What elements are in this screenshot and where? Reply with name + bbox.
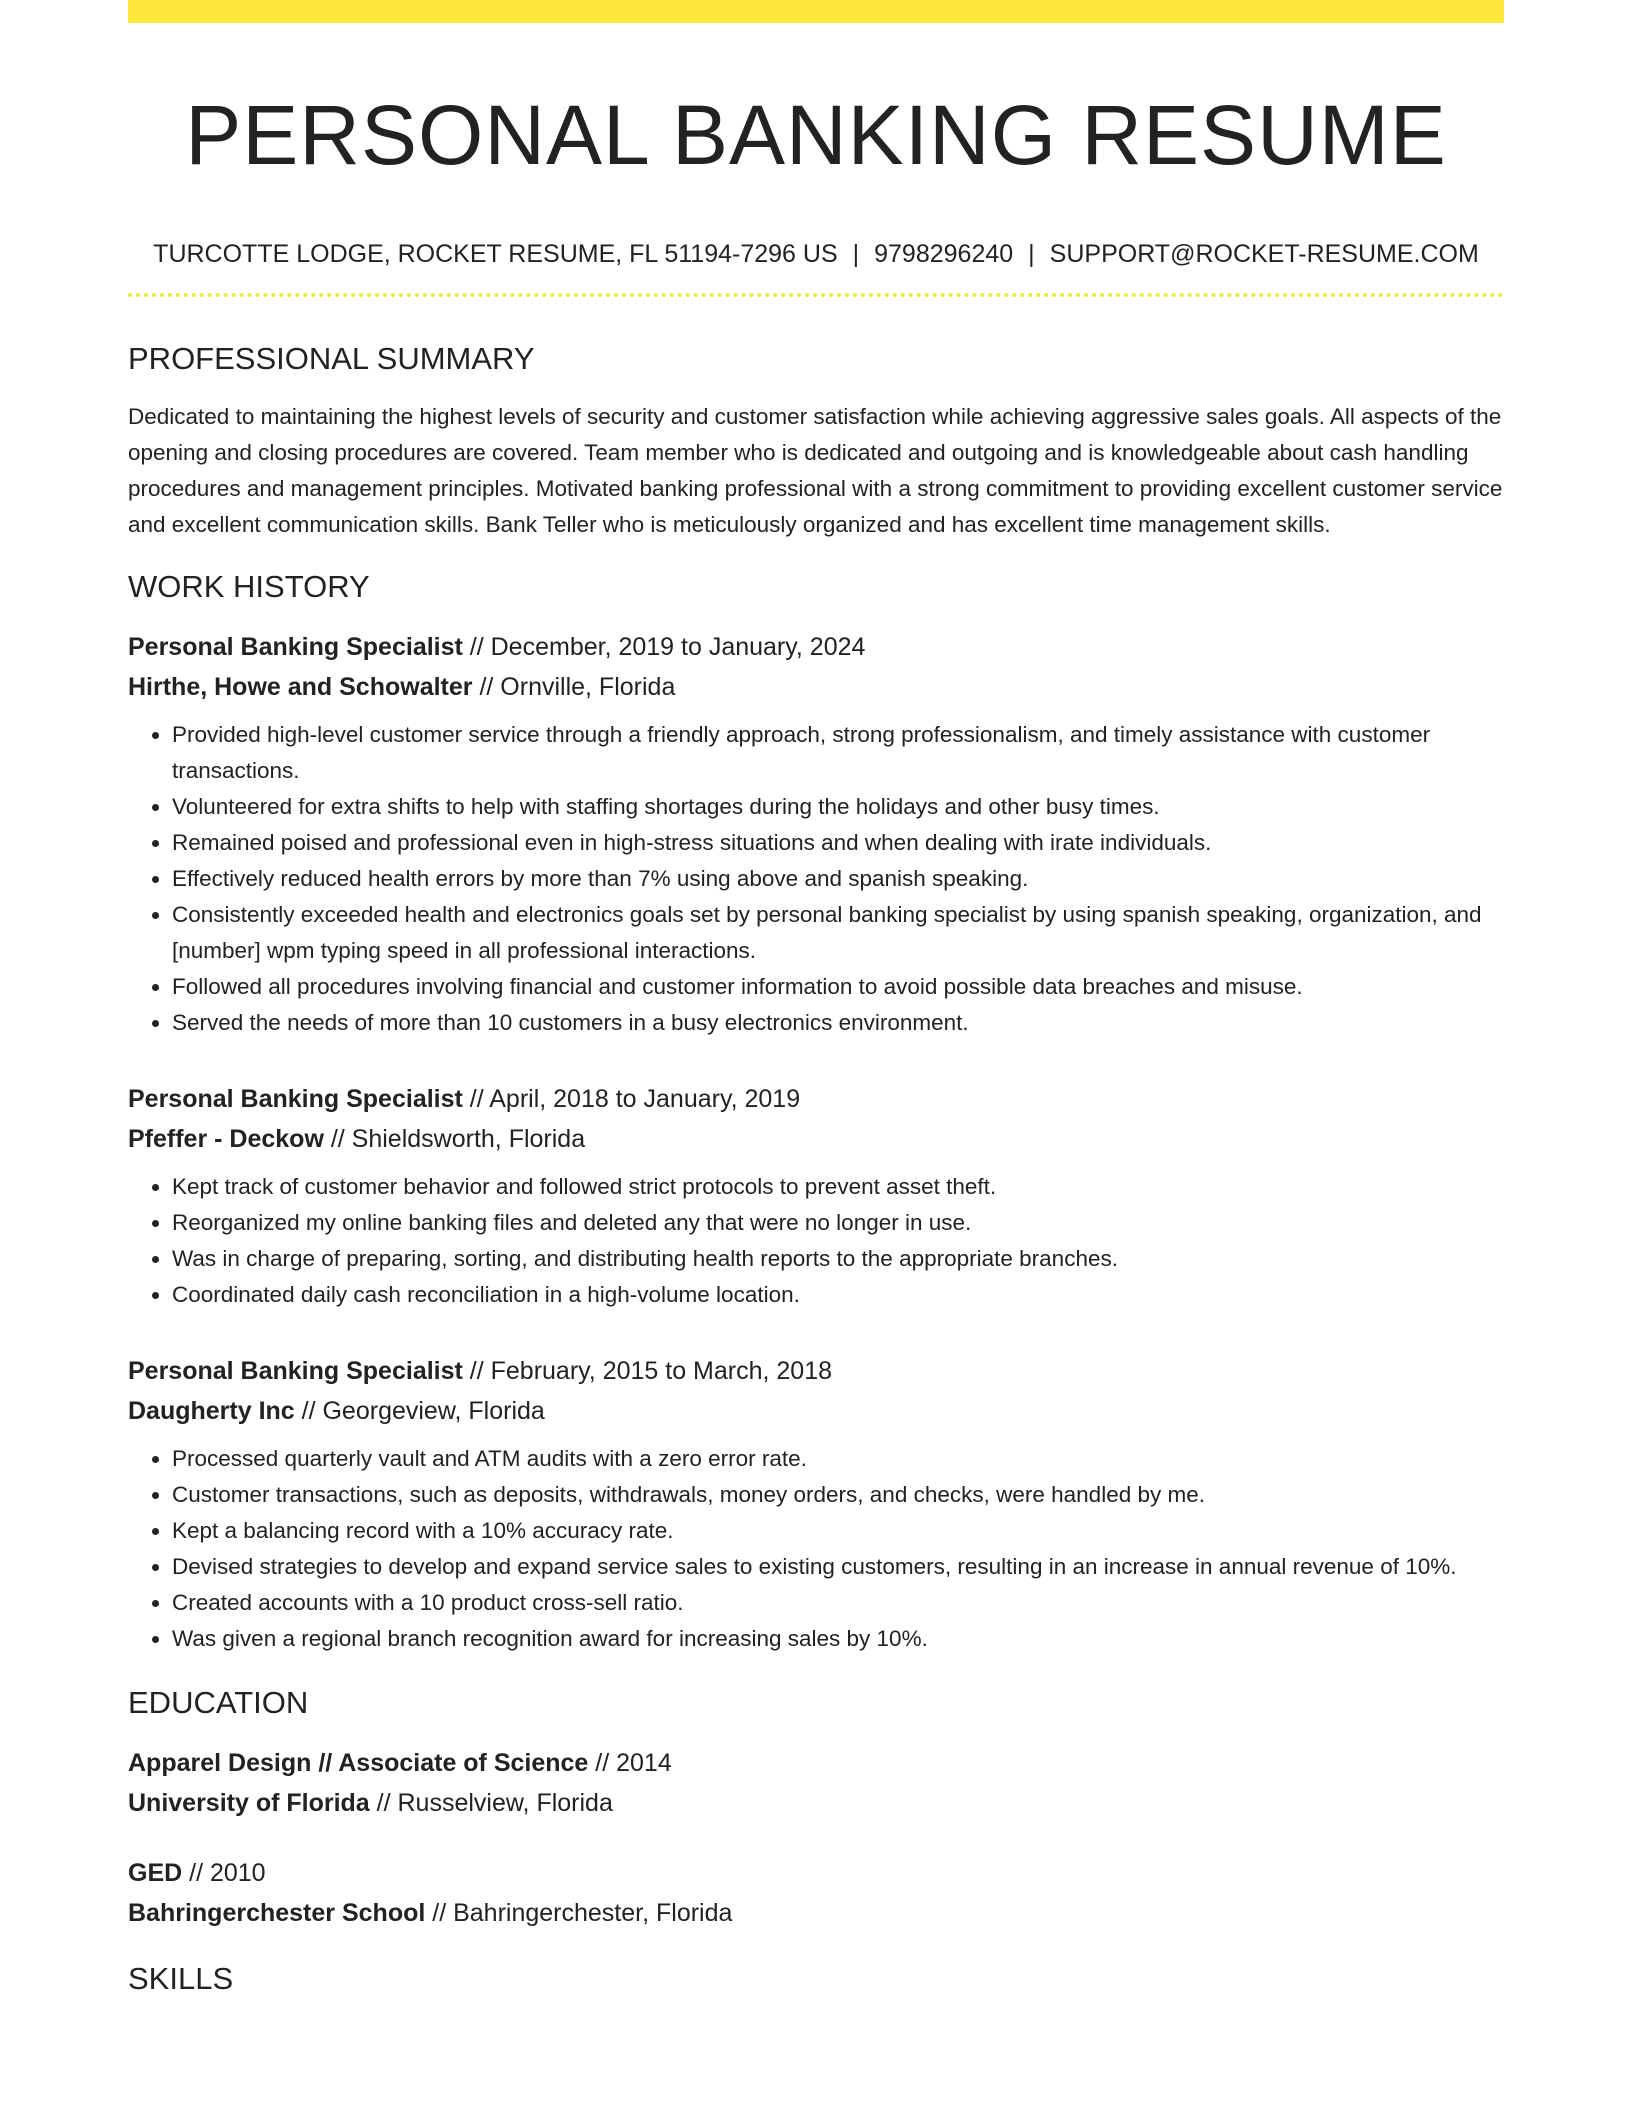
job-dates: // April, 2018 to January, 2019 <box>462 1085 801 1113</box>
job-title-line <box>128 1351 1504 1391</box>
header-divider <box>128 293 1504 297</box>
job-dates: // December, 2019 to January, 2024 <box>462 633 866 661</box>
education-entry <box>128 1743 1504 1823</box>
summary-heading: PROFESSIONAL SUMMARY <box>128 341 535 376</box>
job-bullet: • Created accounts with a 10 product cross-sell ratio. <box>172 1585 1504 1621</box>
job-role: Personal Banking Specialist <box>128 633 463 661</box>
job-entry <box>128 627 1504 1041</box>
job-location: // Ornville, Florida <box>472 673 676 701</box>
job-bullet: • Reorganized my online banking files and deleted any that were no longer in use. <box>172 1205 1504 1241</box>
job-bullet: • Followed all procedures involving financial and customer information to avoid possible data breaches and misuse. <box>172 969 1504 1005</box>
skills-heading: SKILLS <box>128 1961 234 1996</box>
job-bullets <box>128 1169 1504 1313</box>
job-bullet: • Coordinated daily cash reconciliation in a high-volume location. <box>172 1277 1504 1313</box>
education-school-line <box>128 1783 1504 1823</box>
contact-separator: | <box>1028 240 1035 268</box>
education-degree-line <box>128 1853 1504 1893</box>
education-location: // Bahringerchester, Florida <box>425 1899 733 1927</box>
job-bullet: • Remained poised and professional even in high-stress situations and when dealing with irate individuals. <box>172 825 1504 861</box>
education-heading: EDUCATION <box>128 1685 309 1720</box>
job-bullet: • Processed quarterly vault and ATM audits with a zero error rate. <box>172 1441 1504 1477</box>
contact-email: SUPPORT@ROCKET-RESUME.COM <box>1049 240 1479 268</box>
education-year: // 2010 <box>182 1859 266 1887</box>
education-school-line <box>128 1893 1504 1933</box>
work-history-heading: WORK HISTORY <box>128 569 370 604</box>
job-company-line <box>128 667 1504 707</box>
job-bullet: • Customer transactions, such as deposits, withdrawals, money orders, and checks, were handled by me. <box>172 1477 1504 1513</box>
job-role: Personal Banking Specialist <box>128 1357 463 1385</box>
job-bullet: • Provided high-level customer service through a friendly approach, strong professionalism, and timely assistance with customer transactions. <box>172 717 1504 789</box>
job-company: Daugherty Inc <box>128 1397 295 1425</box>
job-bullet: • Volunteered for extra shifts to help with staffing shortages during the holidays and other busy times. <box>172 789 1504 825</box>
job-dates: // February, 2015 to March, 2018 <box>462 1357 833 1385</box>
job-title-line <box>128 1079 1504 1119</box>
education-year: // 2014 <box>588 1749 672 1777</box>
job-company-line <box>128 1119 1504 1159</box>
job-bullet: • Served the needs of more than 10 customers in a busy electronics environment. <box>172 1005 1504 1041</box>
job-location: // Shieldsworth, Florida <box>323 1125 586 1153</box>
summary-text: Dedicated to maintaining the highest levels of security and customer satisfaction while achieving aggressive sales goals. All aspects of the opening and closing procedures are covered. Team member who is dedicated and outgoing and is knowledgeable about cash handling procedures and management principles. Motivated banking professional with a strong commitment to providing excellent customer service and excellent communication skills. Bank Teller who is meticulously organized and has excellent time management skills. <box>128 404 1503 537</box>
job-company: Hirthe, Howe and Schowalter <box>128 673 473 701</box>
education-degree-line <box>128 1743 1504 1783</box>
job-bullet: • Was given a regional branch recognition award for increasing sales by 10%. <box>172 1621 1504 1657</box>
resume-title: PERSONAL BANKING RESUME <box>185 88 1447 182</box>
job-company: Pfeffer - Deckow <box>128 1125 324 1153</box>
job-bullet: • Kept track of customer behavior and followed strict protocols to prevent asset theft. <box>172 1169 1504 1205</box>
job-bullet: • Kept a balancing record with a 10% accuracy rate. <box>172 1513 1504 1549</box>
accent-bar <box>128 0 1504 23</box>
job-company-line <box>128 1391 1504 1431</box>
contact-separator: | <box>852 240 860 268</box>
job-bullet: • Consistently exceeded health and electronics goals set by personal banking specialist by using spanish speaking, organization, and [number] wpm typing speed in all professional interactions. <box>172 897 1504 969</box>
education-degree: Apparel Design // Associate of Science <box>128 1749 589 1777</box>
contact-line <box>128 239 1504 269</box>
contact-phone: 9798296240 <box>874 240 1014 268</box>
education-school: Bahringerchester School <box>128 1899 426 1927</box>
job-entry <box>128 1079 1504 1313</box>
job-title-line <box>128 627 1504 667</box>
job-role: Personal Banking Specialist <box>128 1085 463 1113</box>
education-school: University of Florida <box>128 1789 370 1817</box>
job-bullets <box>128 717 1504 1041</box>
resume-page <box>128 0 1504 1999</box>
job-bullets <box>128 1441 1504 1657</box>
job-bullet: • Was in charge of preparing, sorting, and distributing health reports to the appropriate branches. <box>172 1241 1504 1277</box>
job-entry <box>128 1351 1504 1657</box>
job-bullet: • Effectively reduced health errors by more than 7% using above and spanish speaking. <box>172 861 1504 897</box>
education-entry <box>128 1853 1504 1933</box>
education-degree: GED <box>128 1859 183 1887</box>
education-location: // Russelview, Florida <box>369 1789 613 1817</box>
contact-address: TURCOTTE LODGE, ROCKET RESUME, FL 51194-7296 US <box>153 240 838 268</box>
job-location: // Georgeview, Florida <box>294 1397 545 1425</box>
job-bullet: • Devised strategies to develop and expand service sales to existing customers, resulting in an increase in annual revenue of 10%. <box>172 1549 1504 1585</box>
